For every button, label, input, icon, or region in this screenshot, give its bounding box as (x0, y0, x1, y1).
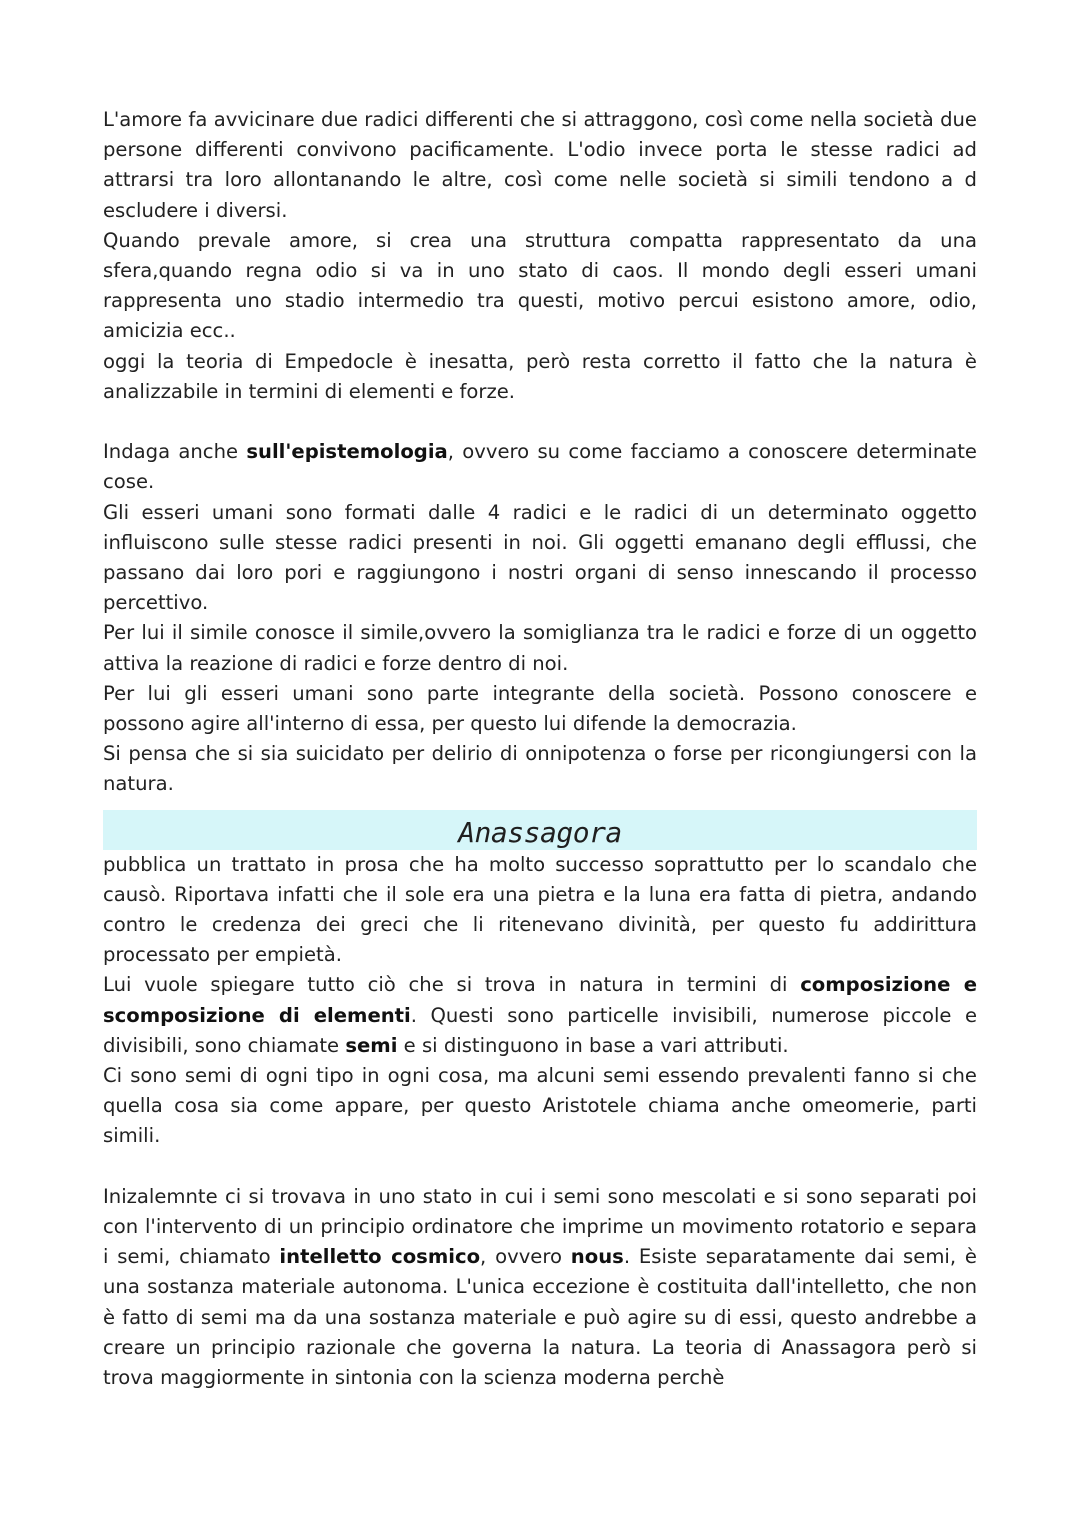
paragraph-gap (103, 407, 977, 437)
paragraph-sfera-caos: Quando prevale amore, si crea una struttura compatta rappresentato da una sfera,quando regna odio si va in uno stato di caos. Il mondo degli esseri umani rappresenta uno stadio intermedio tra questi, motivo percui esistono amore, odio, amicizia ecc.. (103, 228, 977, 343)
paragraph-omeomerie: Ci sono semi di ogni tipo in ogni cosa, ma alcuni semi essendo prevalenti fanno si che quella cosa sia come appare, per questo Aristotele chiama anche omeomerie, parti simili. (103, 1064, 977, 1148)
text-run: . Questi sono particelle invisibili, numerose piccole e divisibili, sono chiamate (103, 1003, 977, 1057)
document-body (103, 105, 977, 1393)
text-run: Lui vuole spiegare tutto ciò che si trova in natura in termini di (103, 973, 801, 997)
bold-term-composizione: composizione e scomposizione di elementi (103, 973, 977, 1027)
paragraph-gap (103, 1152, 977, 1182)
bold-term-nous: nous (570, 1245, 624, 1269)
bold-term-semi: semi (345, 1033, 398, 1057)
text-run: , ovvero (480, 1245, 571, 1269)
paragraph-composizione (103, 970, 977, 1061)
text-run: , ovvero su come facciamo a conoscere determinate cose. (103, 440, 977, 494)
section-heading-anassagora: Anassagora (103, 810, 977, 850)
paragraph-democrazia: Per lui gli esseri umani sono parte integrante della società. Possono conoscere e possono agire all'interno di essa, per questo lui difende la democrazia. (103, 681, 977, 736)
paragraph-teoria-empedocle: oggi la teoria di Empedocle è inesatta, però resta corretto il fatto che la natura è analizzabile in termini di elementi e forze. (103, 349, 977, 403)
text-run: . Esiste separatamente dai semi, è una sostanza materiale autonoma. L'unica eccezione è costituita dall'intelletto, che non è fatto di semi ma da una sostanza materiale e può agire su di essi, questo andrebbe a creare un principio razionale che governa la natura. La teoria di Anassagora però si trova maggiormente in sintonia con la scienza moderna perchè (103, 1245, 977, 1390)
text-run: Indaga anche (103, 440, 247, 464)
paragraph-radici-efflussi: Gli esseri umani sono formati dalle 4 radici e le radici di un determinato oggetto influiscono sulle stesse radici presenti in noi. Gli oggetti emanano degli efflussi, che passano dai loro pori e raggiungono i nostri organi di senso innescando il processo percettivo. (103, 500, 977, 615)
paragraph-amore-odio: L'amore fa avvicinare due radici differenti che si attraggono, così come nella società due persone differenti convivono pacificamente. L'odio invece porta le stesse radici ad attrarsi tra loro allontanando le altre, così come nelle società si simili tendono a d escludere i diversi. (103, 108, 977, 222)
paragraph-anassagora-intro: pubblica un trattato in prosa che ha molto successo soprattutto per lo scandalo che causò. Riportava infatti che il sole era una pietra e la luna era fatta di pietra, andando contro le credenza dei greci che li ritenevano divinità, per questo fu addirittura processato per empietà. (103, 852, 977, 967)
paragraph-nous (103, 1182, 977, 1393)
bold-term-intelletto-cosmico: intelletto cosmico (279, 1245, 481, 1269)
text-run: e si distinguono in base a vari attributi. (397, 1033, 789, 1057)
paragraph-epistemologia (103, 437, 977, 497)
paragraph-suicidio: Si pensa che si sia suicidato per delirio di onnipotenza o forse per ricongiungersi con la natura. (103, 742, 977, 796)
paragraph-simile: Per lui il simile conosce il simile,ovvero la somiglianza tra le radici e forze di un oggetto attiva la reazione di radici e forze dentro di noi. (103, 621, 977, 675)
text-run: Inizalemnte ci si trovava in uno stato in cui i semi sono mescolati e si sono separati poi con l'intervento di un principio ordinatore che imprime un movimento rotatorio e separa i semi, chiamato (103, 1184, 977, 1269)
bold-term-epistemologia: sull'epistemologia (246, 440, 448, 464)
